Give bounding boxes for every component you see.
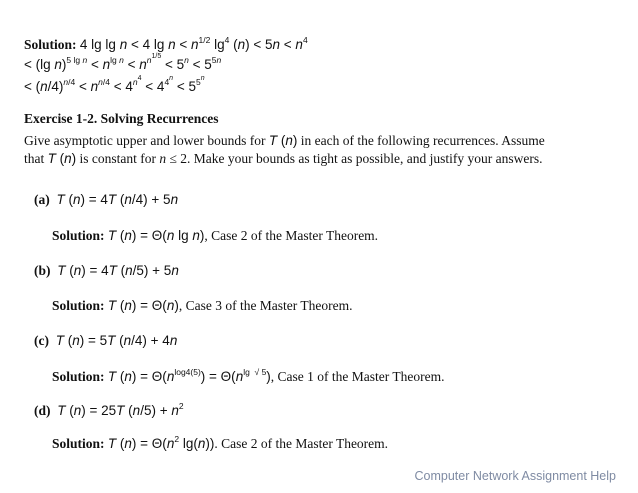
part-c-recurrence: (c) T (n) = 5T (n/4) + 4n	[34, 333, 178, 348]
solution-label: Solution:	[24, 37, 77, 52]
solution1-line1	[24, 36, 308, 54]
part-d-solution: Solution: T $(n) = \Theta(n^2$ lg(n)). Case 2 of the Master Theorem.	[52, 434, 389, 451]
part-label: (d)	[34, 403, 51, 418]
part-label: (b)	[34, 263, 51, 278]
exercise-description-line1: Give asymptotic upper and lower bounds for T (n) in each of the following recurrences. Assume	[24, 133, 545, 148]
solution1-line3: < $(n/4)^{n/4} < n^{n/4} < 4^{n^4} < 4^{4^n} < 5^{5^n}$	[24, 75, 205, 94]
part-a-recurrence: (a) T (n) = 4T (n/4) + 5n	[34, 192, 179, 207]
part-b-solution: Solution: T (n) = Θ(n), Case 3 of the Master Theorem.	[52, 298, 353, 313]
solution1-line2: < (lg $n)^{5 lg n} < n^{lg n} < n^{n^{1/5}} < 5^n < 5^{5n}$	[24, 53, 222, 72]
footer-watermark: Computer Network Assignment Help	[414, 469, 616, 483]
part-c-solution: Solution: T $(n) = \Theta(n^{log4(5)}) = \Theta(n^{lg √ 5})$, Case 1 of the Master Theorem.	[52, 367, 445, 384]
exercise-title: Exercise 1-2. Solving Recurrences	[24, 111, 219, 126]
part-a-solution: Solution: T (n) = Θ(n lg n), Case 2 of the Master Theorem.	[52, 228, 379, 243]
part-label: (a)	[34, 192, 50, 207]
part-label: (c)	[34, 333, 49, 348]
part-b-recurrence: (b) T (n) = 4T (n/5) + 5n	[34, 263, 179, 278]
exercise-description-line2: that T (n) is constant for n ≤ 2. Make your bounds as tight as possible, and justify your answers.	[24, 151, 543, 166]
ordering-expression-line1: 4 lg lg n < 4 $\lg n < n^{1/2}$ $\lg^4 (n) < 5n < n^4$	[79, 35, 308, 52]
part-d-recurrence: (d) T (n) = 25T $(n/5) + n^2$	[34, 401, 184, 418]
